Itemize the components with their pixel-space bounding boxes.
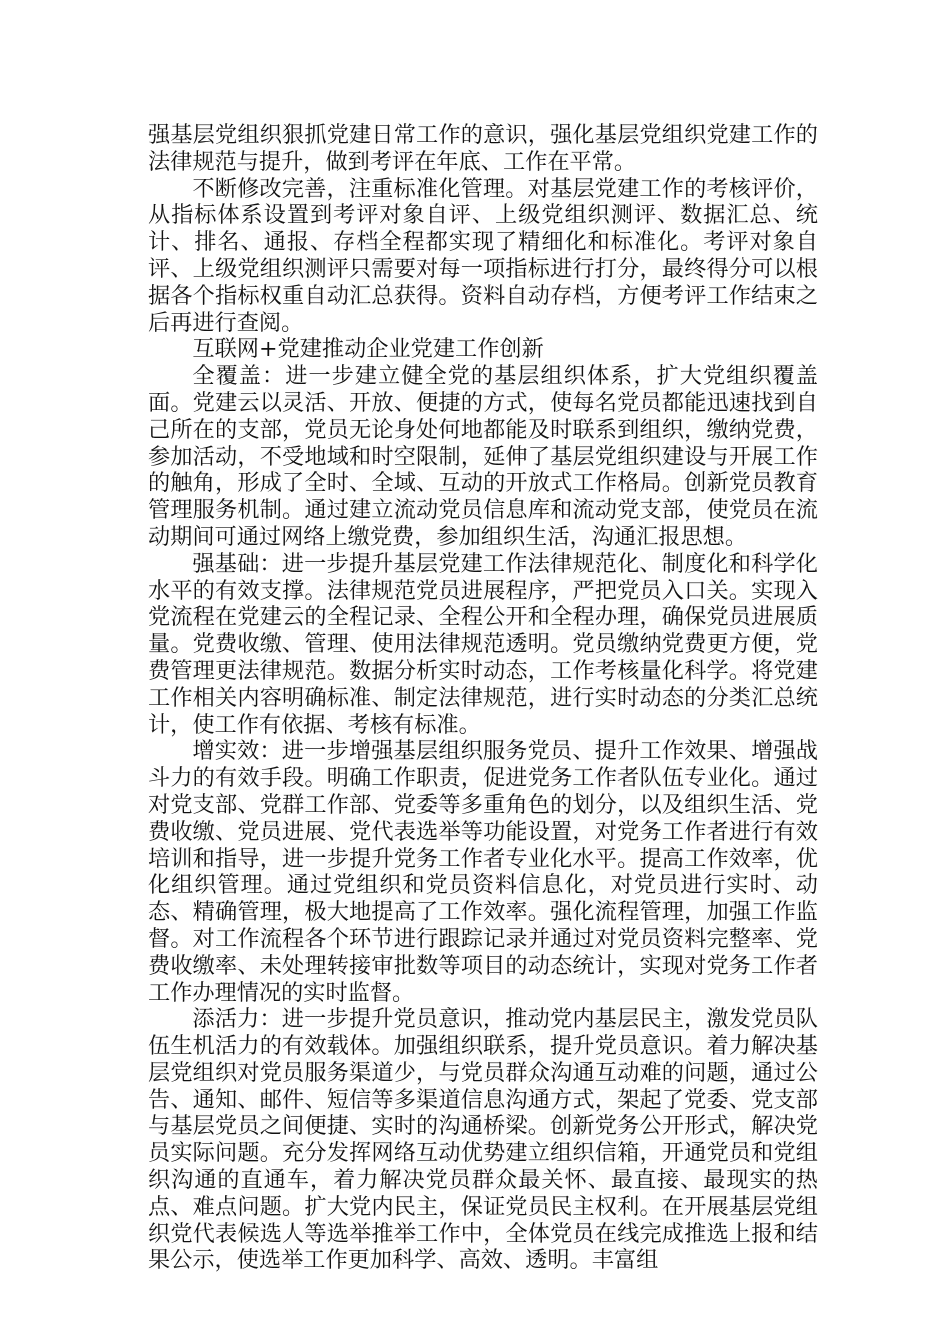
document-body <box>148 122 818 1274</box>
paragraph-vitality: 添活力：进一步提升党员意识，推动党内基层民主，激发党员队伍生机活力的有效载体。加强组织联系，提升党员意识。着力解决基层党组织对党员服务渠道少，与党员群众沟通互动难的问题，通过公告、通知、邮件、短信等多渠道信息沟通方式，架起了党委、党支部与基层党员之间便捷、实时的沟通桥梁。创新党务公开形式，解决党员实际问题。充分发挥网络互动优势建立组织信箱，开通党员和党组织沟通的直通车，着力解决党员群众最关怀、最直接、最现实的热点、难点问题。扩大党内民主，保证党员民主权利。在开展基层党组织党代表候选人等选举推举工作中，全体党员在线完成推选上报和结果公示，使选举工作更加科学、高效、透明。丰富组 <box>148 1006 818 1274</box>
paragraph-strong-foundation: 强基础：进一步提升基层党建工作法律规范化、制度化和科学化水平的有效支撑。法律规范党员进展程序，严把党员入口关。实现入党流程在党建云的全程记录、全程公开和全程办理，确保党员进展质量。党费收缴、管理、使用法律规范透明。党员缴纳党费更方便，党费管理更法律规范。数据分析实时动态，工作考核量化科学。将党建工作相关内容明确标准、制定法律规范，进行实时动态的分类汇总统计，使工作有依据、考核有标准。 <box>148 550 818 738</box>
paragraph-full-coverage: 全覆盖：进一步建立健全党的基层组织体系，扩大党组织覆盖面。党建云以灵活、开放、便捷的方式，使每名党员都能迅速找到自己所在的支部，党员无论身处何地都能及时联系到组织，缴纳党费，参加活动，不受地域和时空限制，延伸了基层党组织建设与开展工作的触角，形成了全时、全域、互动的开放式工作格局。创新党员教育管理服务机制。通过建立流动党员信息库和流动党支部，使党员在流动期间可通过网络上缴党费，参加组织生活，沟通汇报思想。 <box>148 363 818 550</box>
paragraph-continuation: 强基层党组织狠抓党建日常工作的意识，强化基层党组织党建工作的法律规范与提升，做到考评在年底、工作在平常。 <box>148 122 818 175</box>
paragraph-standardization: 不断修改完善，注重标准化管理。对基层党建工作的考核评价，从指标体系设置到考评对象自评、上级党组织测评、数据汇总、统计、排名、通报、存档全程都实现了精细化和标准化。考评对象自评、上级党组织测评只需要对每一项指标进行打分，最终得分可以根据各个指标权重自动汇总获得。资料自动存档，方便考评工作结束之后再进行查阅。 <box>148 175 818 336</box>
paragraph-effectiveness: 增实效：进一步增强基层组织服务党员、提升工作效果、增强战斗力的有效手段。明确工作职责，促进党务工作者队伍专业化。通过对党支部、党群工作部、党委等多重角色的划分，以及组织生活、党费收缴、党员进展、党代表选举等功能设置，对党务工作者进行有效培训和指导，进一步提升党务工作者专业化水平。提高工作效率，优化组织管理。通过党组织和党员资料信息化，对党员进行实时、动态、精确管理，极大地提高了工作效率。强化流程管理，加强工作监督。对工作流程各个环节进行跟踪记录并通过对党员资料完整率、党费收缴率、未处理转接审批数等项目的动态统计，实现对党务工作者工作办理情况的实时监督。 <box>148 738 818 1006</box>
section-heading: 互联网+党建推动企业党建工作创新 <box>192 336 544 363</box>
